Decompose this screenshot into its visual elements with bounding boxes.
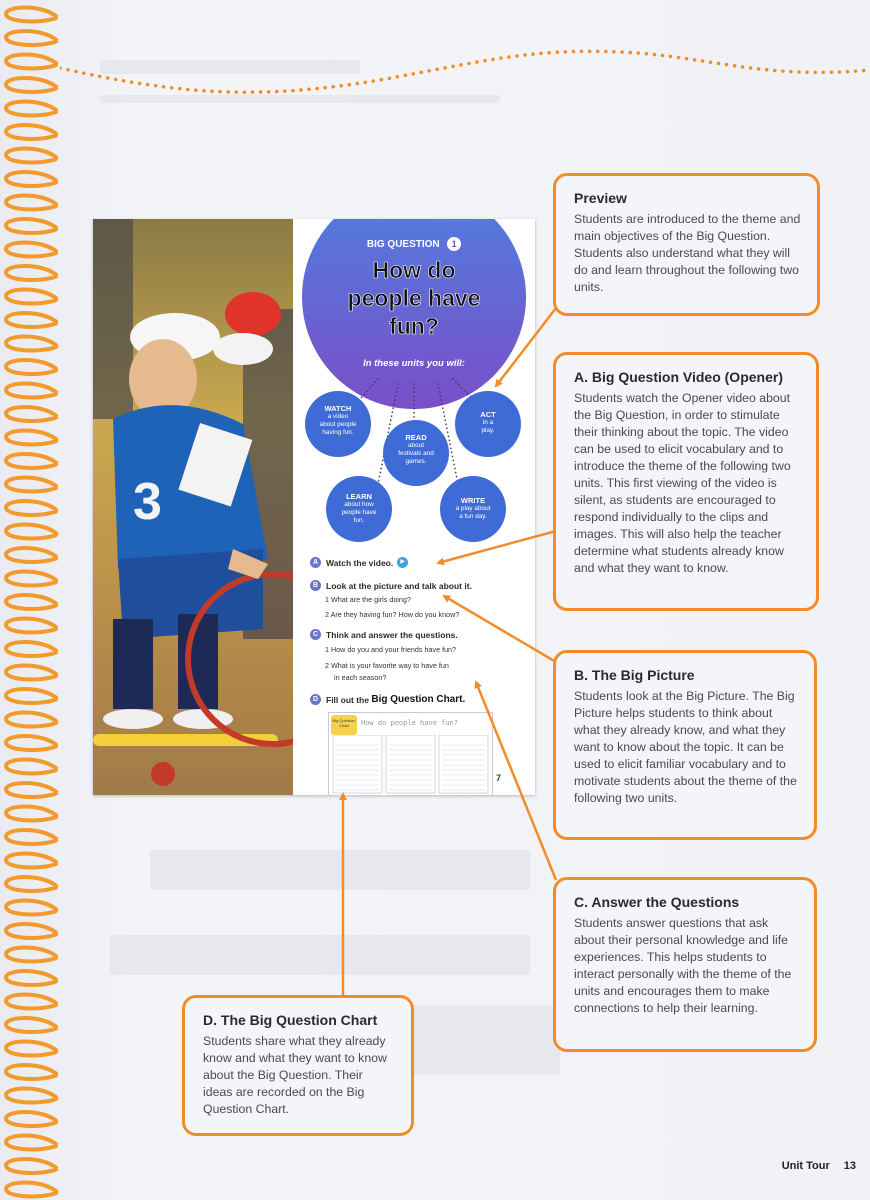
units-banner: In these units you will: (363, 358, 465, 369)
spiral-coil (6, 8, 56, 22)
spiral-coil (6, 360, 56, 374)
spiral-coil (6, 290, 56, 304)
spiral-coil (6, 1018, 56, 1032)
spiral-coil (6, 830, 56, 844)
show-through (150, 850, 530, 890)
bubble-write: WRITE a play about a fun day. (455, 496, 491, 520)
spiral-binding (0, 0, 60, 1200)
spiral-coil (6, 572, 56, 586)
spiral-coil (6, 595, 56, 609)
spiral-coil (6, 149, 56, 163)
callout-big-question-chart (182, 995, 414, 1136)
svg-text:3: 3 (133, 473, 162, 531)
spiral-coil (6, 407, 56, 421)
activity-b-item-2: 2 Are they having fun? How do you know? (325, 610, 460, 619)
spiral-coil (6, 1042, 56, 1056)
spiral-coil (6, 642, 56, 656)
bubble-watch: WATCH a video about people having fun. (319, 404, 357, 436)
lesson-page-number: 7 (496, 773, 502, 783)
big-question-label: BIG QUESTION 1 (293, 234, 535, 252)
chart-columns (329, 735, 492, 795)
spiral-coil (6, 1136, 56, 1150)
callout-title: B. The Big Picture (574, 667, 695, 683)
spiral-coil (6, 219, 56, 233)
spiral-coil (6, 243, 56, 257)
spiral-coil (6, 924, 56, 938)
activity-c-item-1: 1 How do you and your friends have fun? (325, 645, 457, 654)
spiral-coil (6, 196, 56, 210)
spiral-coil (6, 78, 56, 92)
bubble-read: READ about festivals and games. (398, 433, 434, 465)
spiral-coil (6, 760, 56, 774)
callout-title: D. The Big Question Chart (203, 1012, 378, 1028)
spiral-coil (6, 125, 56, 139)
callout-title: C. Answer the Questions (574, 894, 740, 910)
spiral-coil (6, 689, 56, 703)
spiral-coil (6, 478, 56, 492)
show-through (110, 935, 530, 975)
spiral-coil (6, 266, 56, 280)
spiral-coil (6, 713, 56, 727)
spiral-coil (6, 454, 56, 468)
footer-section: Unit Tour (781, 1160, 830, 1172)
spiral-coil (6, 971, 56, 985)
callout-answer-questions (553, 877, 817, 1052)
spiral-coil (6, 501, 56, 515)
spiral-coil (6, 995, 56, 1009)
activity-d: D Fill out the Big Question Chart. (310, 694, 465, 705)
activity-c-item-2-cont: in each season? (334, 673, 387, 682)
callout-preview (553, 173, 820, 316)
wheelchair-basketball-photo (93, 219, 293, 795)
callout-body: Students share what they already know and what they want to know about the Big Question. Their ideas are recorded on the Big Question Chart. (203, 1034, 387, 1116)
spiral-coil (6, 31, 56, 45)
show-through (100, 95, 500, 103)
callout-title: A. Big Question Video (Opener) (574, 369, 783, 385)
callout-video (553, 352, 819, 611)
callout-body: Students watch the Opener video about the Big Question, in order to stimulate their thinking about the topic. The video can be used to elicit vocabulary and to introduce the theme of the following two units. This first viewing of the video is silent, as students are encouraged to respond individually to the clips and images. This will also help the teacher determine what students already know and what they want to know. (574, 391, 791, 575)
chart-prompt: How do people have fun? (361, 719, 458, 727)
big-question-chart-mini (328, 712, 493, 795)
callout-title: Preview (574, 190, 627, 206)
spiral-coil (6, 172, 56, 186)
footer-page-number: 13 (843, 1160, 856, 1172)
activity-a: A Watch the video. ▶ (310, 557, 408, 568)
spiral-coil (6, 102, 56, 116)
spiral-coil (6, 877, 56, 891)
bubble-act: ACT in a play. (480, 410, 496, 434)
spiral-coil (6, 948, 56, 962)
spiral-coil (6, 548, 56, 562)
spiral-coil (6, 431, 56, 445)
callout-body: Students look at the Big Picture. The Big Picture helps students to think about what they already know, and what they want to know about the topic. It can be used to elicit familiar vocabulary and to motivate students about the theme of the following two units. (574, 689, 797, 805)
spiral-coil (6, 384, 56, 398)
spiral-coil (6, 1089, 56, 1103)
activity-b: B Look at the picture and talk about it. (310, 580, 472, 591)
spiral-coil (6, 1159, 56, 1173)
spiral-coil (6, 807, 56, 821)
callout-big-picture (553, 650, 817, 840)
spiral-coil (6, 337, 56, 351)
spiral-coil (6, 525, 56, 539)
spiral-coil (6, 666, 56, 680)
page-footer (782, 1160, 856, 1172)
activity-b-item-1: 1 What are the girls doing? (325, 595, 411, 604)
spiral-coil (6, 1183, 56, 1197)
show-through (100, 60, 360, 74)
callout-body: Students answer questions that ask about their personal knowledge and life experiences. This helps students to interact personally with the theme of the units and encourages them to make connections to help their learning. (574, 916, 792, 1015)
play-icon: ▶ (397, 557, 408, 568)
spiral-coil (6, 1065, 56, 1079)
spiral-coil (6, 854, 56, 868)
spiral-coil (6, 313, 56, 327)
lesson-page-thumbnail (93, 219, 535, 795)
chart-tag: Big Question Chart (331, 715, 357, 735)
spiral-coil (6, 55, 56, 69)
lesson-sheet (293, 219, 535, 795)
spiral-coil (6, 1112, 56, 1126)
bubble-learn: LEARN about how people have fun. (341, 492, 377, 524)
spiral-coil (6, 736, 56, 750)
activity-c: C Think and answer the questions. (310, 629, 458, 640)
spiral-coil (6, 901, 56, 915)
spiral-coil (6, 783, 56, 797)
activity-c-item-2: 2 What is your favorite way to have fun (325, 661, 449, 670)
big-question-title: How do people have fun? (347, 257, 481, 339)
spiral-coil (6, 619, 56, 633)
big-question-number: 1 (447, 237, 461, 251)
callout-body: Students are introduced to the theme and main objectives of the Big Question. Students also understand what they will do and learn throughout the following two units. (574, 212, 801, 294)
